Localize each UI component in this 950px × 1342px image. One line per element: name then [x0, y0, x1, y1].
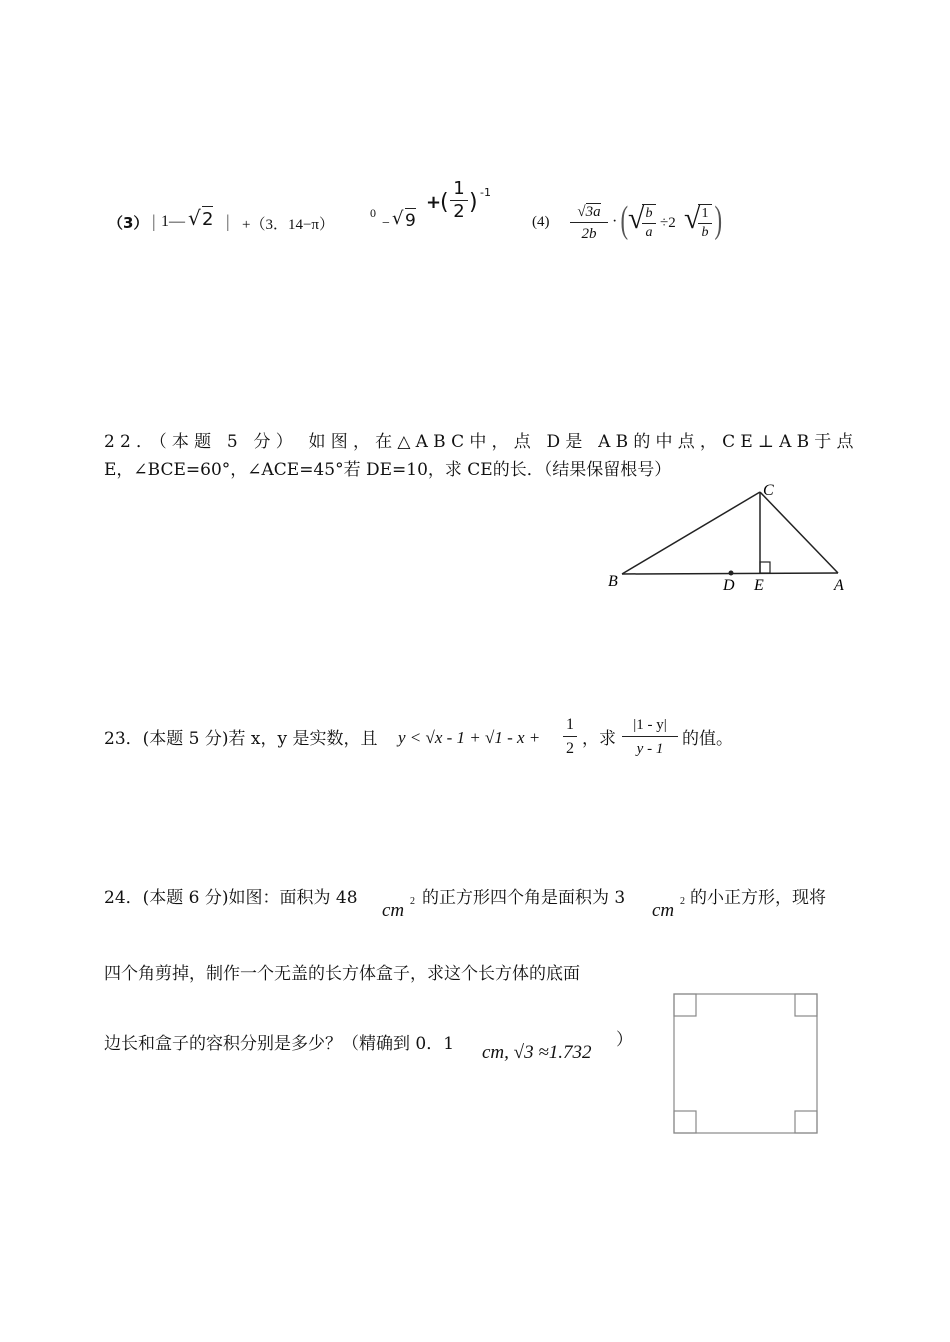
abs-close: | [226, 211, 230, 231]
unit-exponent: 2 [410, 896, 415, 907]
fraction-denominator: 2b [581, 226, 597, 242]
sqrt-radicand-2: 2 [202, 206, 213, 230]
sqrt-symbol: √ [628, 202, 645, 235]
label-e: E [754, 577, 764, 594]
fraction-b-over-a [642, 204, 656, 242]
q24-line-2: 四个角剪掉，制作一个无盖的长方体盒子，求这个长方体的底面 [104, 964, 580, 984]
fraction-denominator: y - 1 [636, 741, 664, 757]
one-minus: 1— [161, 213, 185, 230]
unit-exponent: 2 [680, 896, 685, 907]
unit-cm: cm [382, 900, 405, 921]
abs-open: | [152, 211, 156, 231]
triangle-figure [600, 478, 860, 598]
paren-close: ) [714, 199, 723, 241]
sqrt-radicand-9: 9 [405, 208, 416, 231]
fraction-denominator: 2 [566, 740, 574, 757]
problem-3 [108, 176, 528, 246]
q23-suffix: 的值。 [682, 729, 733, 749]
square-figure [672, 992, 820, 1136]
problem-3-label: （3） [108, 214, 149, 232]
sqrt-symbol: √ [684, 202, 701, 235]
corner-square-top-right [795, 994, 817, 1016]
q23 [104, 712, 804, 772]
fraction-denominator: a [645, 225, 653, 240]
paren-close: ) [469, 190, 478, 215]
fraction-one-half [563, 714, 577, 761]
q24-line-1-end: 的小正方形，现将 [690, 888, 826, 908]
fraction-numerator [570, 202, 608, 223]
q24-line-1-start: 24．(本题 6 分)如图：面积为 48 [104, 888, 358, 908]
fraction-denominator: 2 [453, 201, 465, 222]
label-d: D [723, 577, 735, 594]
corner-square-bottom-right [795, 1111, 817, 1133]
q24-line-3 [104, 1030, 664, 1070]
corner-square-top-left [674, 994, 696, 1016]
fraction-numerator: 1 [698, 205, 712, 224]
unit-cm: cm [652, 900, 675, 921]
precision-note: cm, √3 ≈1.732 [482, 1042, 592, 1063]
minus-sign: − [382, 216, 390, 231]
segment-ca [760, 492, 838, 573]
q22-line-2: E，∠BCE=60°，∠ACE=45°若 DE=10，求 CE的长．（结果保留根号） [104, 460, 672, 480]
corner-square-bottom-left [674, 1111, 696, 1133]
point-d [729, 571, 734, 576]
fraction-denominator: b [701, 225, 709, 240]
fraction-sqrt3a-over-2b [570, 202, 608, 245]
plus-pi-term: +（3．14−π） [242, 217, 334, 233]
paren-open: ( [440, 190, 449, 215]
q23-middle: ，求 [582, 729, 616, 749]
fraction-1-over-b [698, 204, 712, 242]
label-a: A [834, 577, 844, 594]
q23-inequality: y < √x - 1 + √1 - x + [398, 728, 541, 747]
fraction-numerator: |1 - y| [622, 714, 678, 737]
right-angle-mark [760, 562, 770, 573]
label-c: C [763, 482, 774, 499]
q22-line-1: 22．（本题 5 分） 如图，在△ABC中，点 D是 AB的中点，CE⊥AB于点 [104, 432, 859, 452]
sqrt-symbol: √ [392, 208, 404, 229]
fraction-one-half [450, 178, 468, 223]
fraction-numerator: 1 [450, 178, 468, 201]
q23-prefix: 23．(本题 5 分)若 x，y 是实数，且 [104, 729, 378, 749]
multiply-dot: · [612, 213, 618, 230]
plus-sign: + [426, 192, 442, 213]
sqrt-symbol: √ [577, 204, 586, 220]
sqrt-radicand: 3a [585, 204, 601, 220]
q24-line-3-end: ） [616, 1030, 633, 1050]
exponent-zero: 0 [370, 206, 376, 220]
q24-line-1 [104, 884, 864, 928]
q24-line-3-start: 边长和盒子的容积分别是多少？（精确到 0．1 [104, 1034, 455, 1054]
problem-4-label: (4) [532, 214, 550, 230]
fraction-numerator: 1 [563, 714, 577, 737]
divide-two: ÷2 [660, 215, 676, 231]
label-b: B [608, 573, 618, 590]
problem-4 [532, 198, 732, 262]
fraction-abs-over-y [622, 714, 678, 761]
exponent-neg1: -1 [480, 186, 491, 199]
segment-bc [622, 492, 760, 574]
fraction-numerator: b [642, 205, 656, 224]
q24-line-1-middle: 的正方形四个角是面积为 3 [422, 888, 626, 908]
paren-open: ( [620, 199, 629, 241]
sqrt-symbol: √ [188, 206, 201, 230]
